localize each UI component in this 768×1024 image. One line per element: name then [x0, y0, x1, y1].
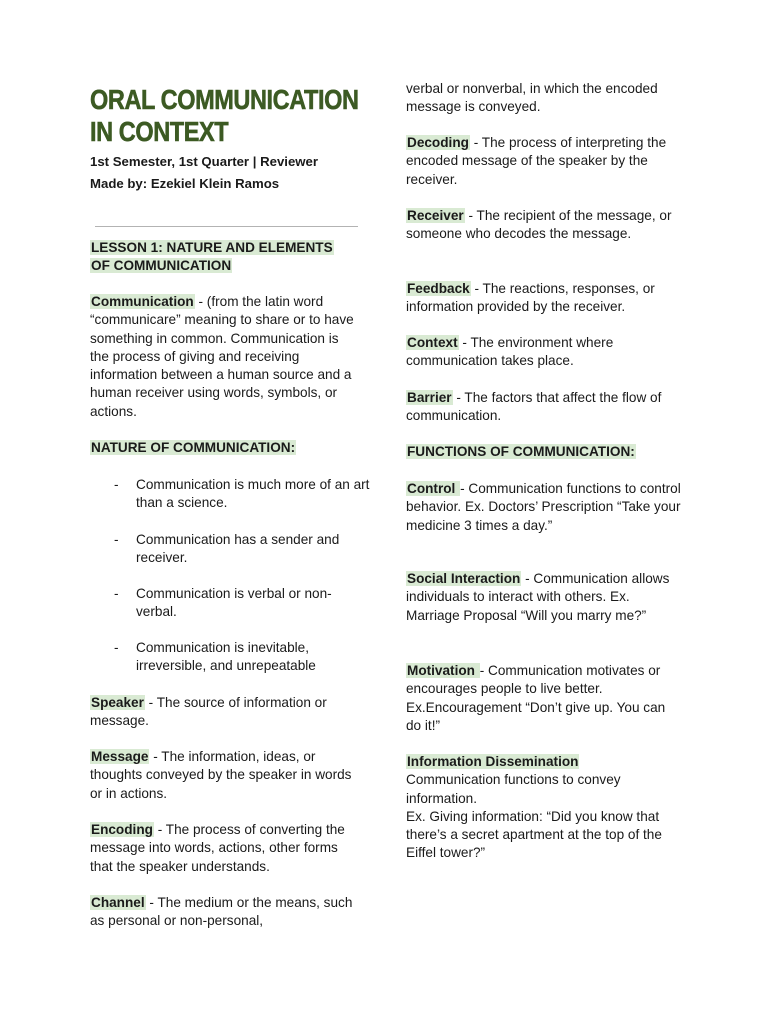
speaker-text: - The source of information or message.	[90, 695, 327, 729]
lesson-heading-line-1: LESSON 1: NATURE AND ELEMENTS	[91, 240, 333, 255]
author-line: Made by: Ezekiel Klein Ramos	[90, 176, 280, 191]
nature-item-text: Communication is much more of an art than a science.	[136, 477, 370, 511]
communication-text: - (from the latin word “communicare” meaning to share or to have something in common. Communication is the process of giving and receiving information between a human source and a human receiver using words, symbols, or actions.	[90, 294, 354, 419]
dissemination-line-1: Communication functions to convey information.	[406, 772, 621, 806]
element-channel	[90, 894, 360, 931]
lesson-heading	[90, 239, 360, 276]
term-motivation: Motivation	[407, 663, 479, 678]
nature-item	[114, 531, 371, 568]
encoding-text: - The process of converting the message into words, actions, other forms that the speaker understands.	[90, 822, 345, 874]
nature-item-text: Communication is inevitable, irreversible, and unrepeatable	[136, 640, 316, 674]
document-title	[90, 84, 359, 148]
term-context: Context	[407, 335, 458, 350]
term-decoding: Decoding	[407, 135, 469, 150]
function-social-interaction	[406, 570, 684, 625]
function-control	[406, 480, 684, 535]
element-message	[90, 748, 360, 803]
motivation-text: - Communication motivates or encourages people to live better. Ex.Encouragement “Don’t give up. You can do it!”	[406, 663, 666, 733]
divider	[95, 226, 358, 227]
term-social-interaction: Social Interaction	[407, 571, 521, 586]
term-receiver: Receiver	[407, 208, 464, 223]
message-text: - The information, ideas, or thoughts conveyed by the speaker in words or in actions.	[90, 749, 352, 801]
decoding-text: - The process of interpreting the encoded message of the speaker by the receiver.	[406, 135, 667, 187]
lesson-heading-line-2: OF COMMUNICATION	[91, 258, 232, 274]
function-information-dissemination	[406, 753, 684, 863]
term-encoding: Encoding	[91, 822, 153, 837]
term-speaker: Speaker	[91, 695, 144, 710]
term-barrier: Barrier	[407, 390, 452, 405]
element-barrier	[406, 389, 684, 426]
context-text: - The environment where communication takes place.	[406, 335, 614, 369]
dissemination-line-2: Ex. Giving information: “Did you know that there’s a secret apartment at the top of the Eiffel tower?”	[406, 808, 662, 861]
channel-text: - The medium or the means, such as personal or non-personal,	[90, 895, 353, 929]
term-feedback: Feedback	[407, 281, 470, 296]
dash-marker: -	[114, 640, 119, 655]
dash-marker: -	[114, 532, 119, 547]
functions-heading-block	[406, 443, 684, 461]
nature-item-text: Communication is verbal or non-verbal.	[136, 586, 332, 620]
function-motivation	[406, 662, 684, 735]
nature-item-text: Communication has a sender and receiver.	[136, 532, 340, 566]
element-speaker	[90, 694, 360, 731]
title-line-2: IN CONTEXT	[90, 116, 229, 147]
term-message: Message	[91, 749, 149, 764]
element-context	[406, 334, 684, 371]
term-communication: Communication	[91, 294, 194, 309]
functions-heading: FUNCTIONS OF COMMUNICATION:	[407, 444, 635, 459]
nature-item	[114, 476, 371, 513]
dash-marker: -	[114, 477, 119, 492]
channel-continued: verbal or nonverbal, in which the encoded message is conveyed.	[406, 81, 658, 115]
nature-heading: NATURE OF COMMUNICATION:	[91, 440, 296, 455]
nature-item	[114, 585, 371, 622]
element-receiver	[406, 207, 684, 244]
term-control: Control	[407, 481, 460, 496]
barrier-text: - The factors that affect the flow of communication.	[406, 390, 662, 424]
nature-item	[114, 639, 371, 676]
nature-heading-block	[90, 439, 360, 457]
feedback-text: - The reactions, responses, or information provided by the receiver.	[406, 281, 655, 315]
social-interaction-text: - Communication allows individuals to interact with others. Ex. Marriage Proposal “Will you marry me?”	[406, 571, 670, 623]
element-encoding	[90, 821, 360, 876]
term-information-dissemination: Information Dissemination	[407, 754, 579, 769]
element-feedback	[406, 280, 684, 317]
dash-marker: -	[114, 586, 119, 601]
title-line-1: ORAL COMMUNICATION	[90, 84, 359, 115]
receiver-text: - The recipient of the message, or someone who decodes the message.	[406, 208, 672, 242]
subtitle: 1st Semester, 1st Quarter | Reviewer	[90, 154, 318, 169]
element-decoding	[406, 134, 684, 189]
term-channel: Channel	[91, 895, 145, 910]
control-text: - Communication functions to control behavior. Ex. Doctors’ Prescription “Take your medicine 3 times a day.”	[406, 481, 681, 533]
communication-definition	[90, 293, 360, 421]
